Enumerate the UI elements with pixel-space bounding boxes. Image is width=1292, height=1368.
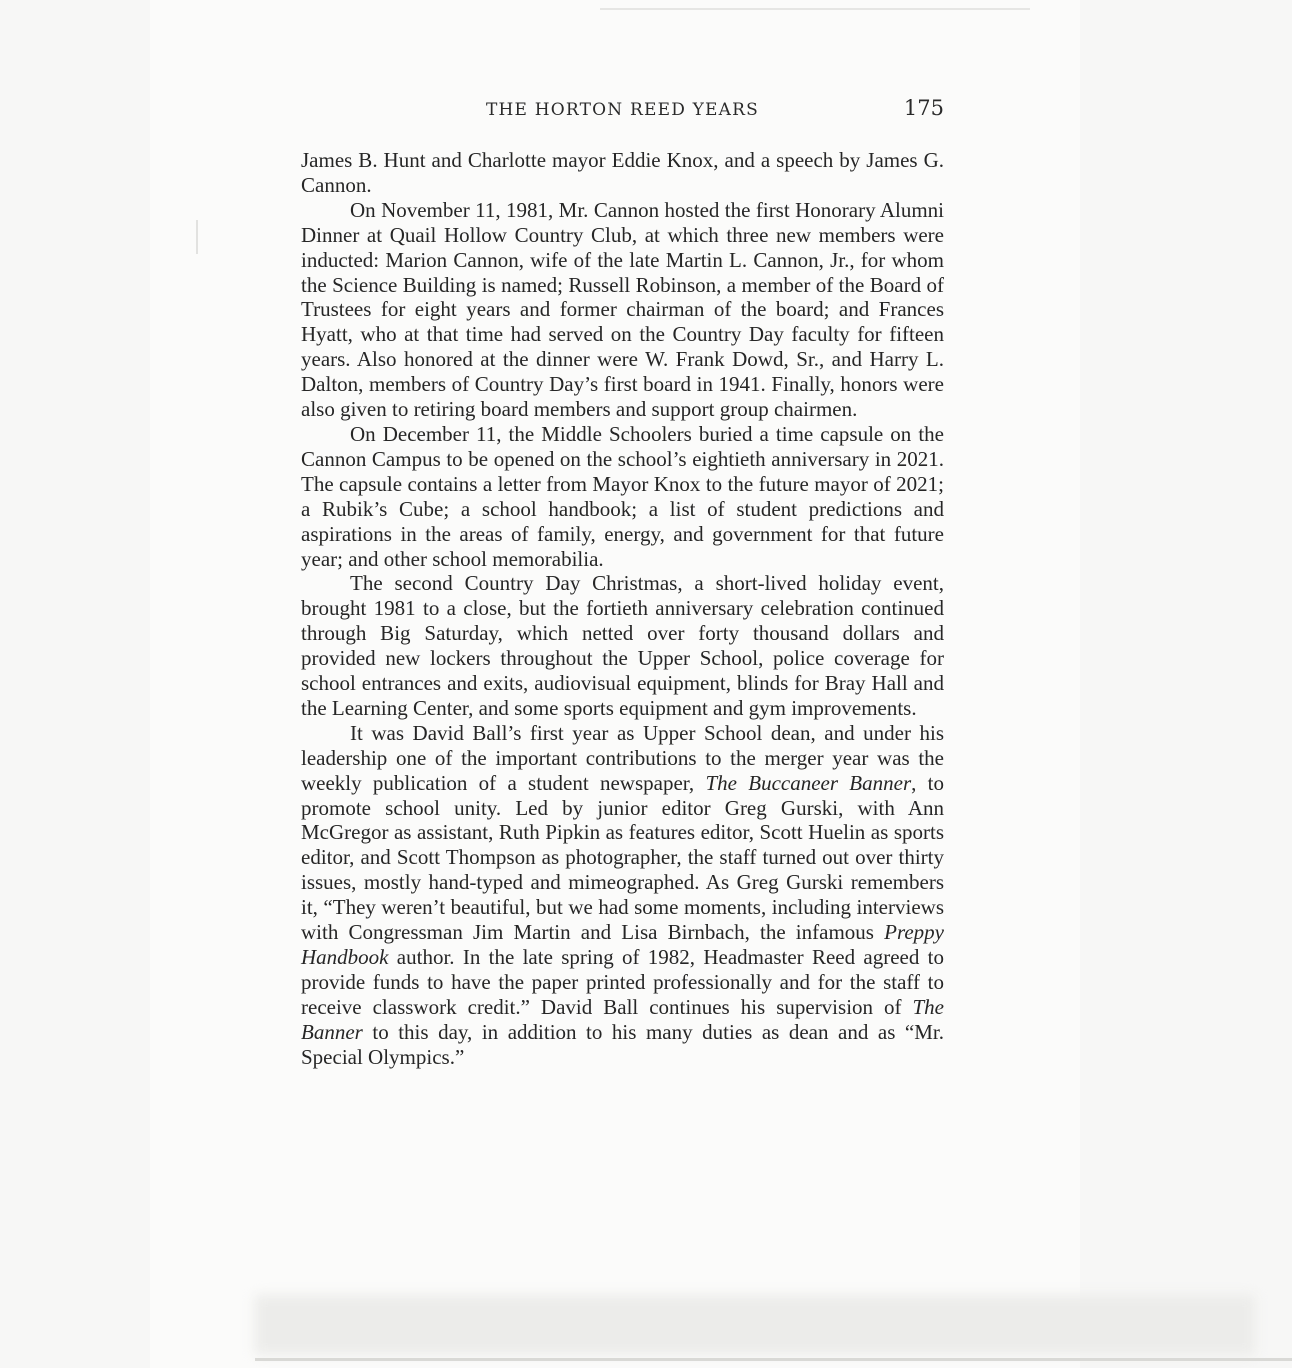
- text-run: The second Country Day Christmas, a short-lived holiday event, brought 1981 to a close, but the fortieth anniversary celebration continued through Big Saturday, which netted over forty thousand dollars and provided new lockers throughout the Upper School, police coverage for school entrances and exits, audiovisual equipment, blinds for Bray Hall and the Learning Center, and some sports equipment and gym improvements.: [301, 571, 944, 720]
- running-head: [301, 96, 944, 126]
- paragraph: [301, 198, 944, 422]
- paragraph: [301, 721, 944, 1070]
- text-run: , to promote school unity. Led by junior editor Greg Gurski, with Ann McGregor as assistant, Ruth Pipkin as features editor, Scott Huelin as sports editor, and Scott Thompson as photographer, the staff turned out over thirty issues, mostly hand-typed and mimeographed. As Greg Gurski remembers it, “They weren’t beautiful, but we had some moments, including interviews with Congressman Jim Martin and Lisa Birnbach, the infamous: [301, 770, 944, 945]
- scan-top-edge: [600, 8, 1030, 10]
- text-run: author. In the late spring of 1982, Headmaster Reed agreed to provide funds to have the paper printed professionally and for the staff to receive classwork credit.” David Ball continues his supervision of: [301, 945, 944, 1019]
- text-run: On December 11, the Middle Schoolers buried a time capsule on the Cannon Campus to be opened on the school’s eightieth anniversary in 2021. The capsule contains a letter from Mayor Knox to the future mayor of 2021; a Rubik’s Cube; a school handbook; a list of student predictions and aspirations in the areas of family, energy, and government for that future year; and other school memorabilia.: [301, 421, 944, 571]
- scan-bottom-shadow: [255, 1295, 1255, 1355]
- body-text: [301, 148, 944, 1070]
- text-run: On November 11, 1981, Mr. Cannon hosted the first Honorary Alumni Dinner at Quail Hollow Country Club, at which three new members were inducted: Marion Cannon, wife of the late Martin L. Cannon, Jr., for whom the Science Building is named; Russell Robinson, a member of the Board of Trustees for eight years and former chairman of the board; and Frances Hyatt, who at that time had served on the Country Day faculty for fifteen years. Also honored at the dinner were W. Frank Dowd, Sr., and Harry L. Dalton, members of Country Day’s first board in 1941. Finally, honors were also given to retiring board members and support group chairmen.: [301, 197, 944, 422]
- paragraph: [301, 148, 944, 198]
- running-title: THE HORTON REED YEARS: [485, 100, 759, 120]
- paragraph: [301, 571, 944, 720]
- page-number: 175: [903, 96, 944, 120]
- paragraph: [301, 422, 944, 571]
- margin-mark: [196, 220, 198, 254]
- italic-title: The Banner: [301, 994, 944, 1044]
- italic-title: The Buccaneer Banner: [705, 770, 912, 795]
- text-run: James B. Hunt and Charlotte mayor Eddie Knox, and a speech by James G. Cannon.: [301, 148, 944, 197]
- text-run: It was David Ball’s first year as Upper School dean, and under his leadership one of the important contributions to the merger year was the weekly publication of a student newspaper,: [301, 720, 944, 795]
- italic-title: Preppy Handbook: [301, 920, 944, 969]
- text-run: to this day, in addition to his many duties as dean and as “Mr. Special Olympics.”: [301, 1019, 944, 1069]
- scan-bottom-edge: [255, 1358, 1292, 1361]
